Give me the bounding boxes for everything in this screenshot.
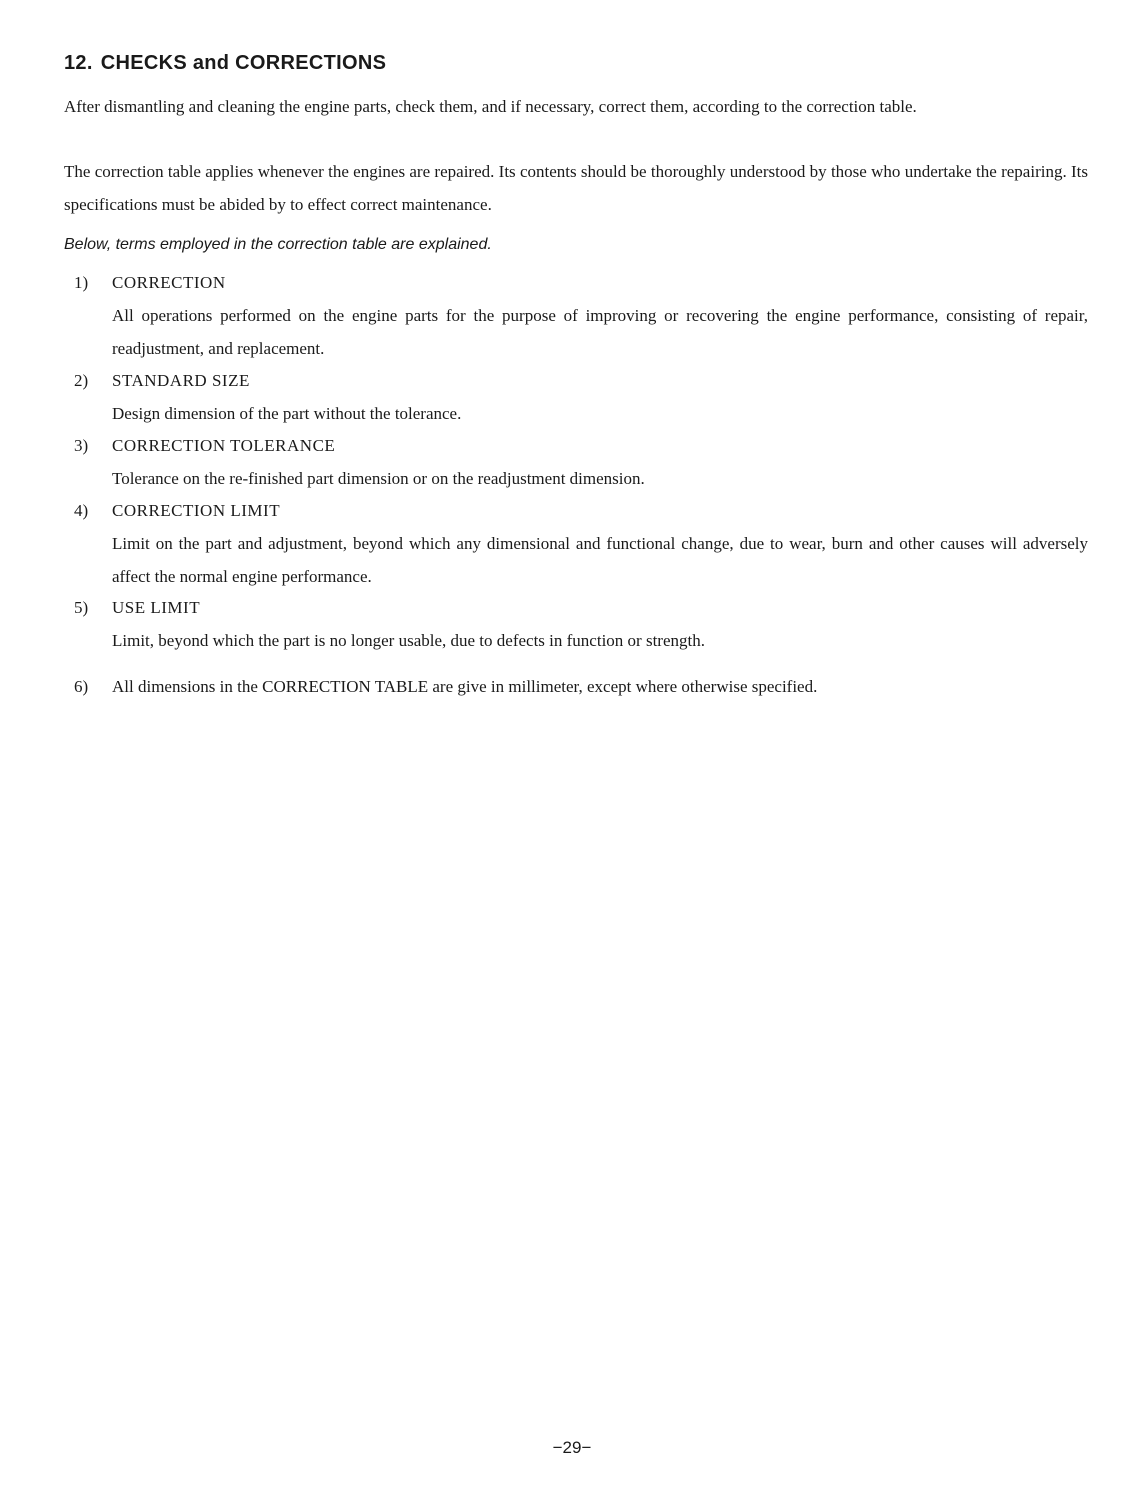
term-description: Design dimension of the part without the tolerance. — [112, 404, 462, 423]
term-description: Limit, beyond which the part is no longer usable, due to defects in function or strength. — [112, 631, 705, 650]
note-marker: 6) — [74, 677, 89, 696]
dimensions-note — [74, 670, 817, 703]
term-description: Tolerance on the re-finished part dimension or on the readjustment dimension. — [112, 469, 645, 488]
term-title: STANDARD SIZE — [112, 371, 250, 390]
terms-intro: Below, terms employed in the correction table are explained. — [64, 236, 492, 253]
term-marker: 5) — [74, 598, 89, 617]
term-marker: 1) — [74, 273, 89, 292]
section-heading — [64, 52, 386, 75]
intro-paragraph-2: The correction table applies whenever the engines are repaired. Its contents should be thoroughly understood by those who undertake the repairing. Its specifications must be abided by to effect correct maintenance. — [64, 162, 1088, 214]
term-marker: 3) — [74, 436, 89, 455]
section-title: CHECKS and CORRECTIONS — [100, 52, 387, 74]
term-title: CORRECTION — [112, 273, 226, 292]
term-title: CORRECTION TOLERANCE — [112, 436, 336, 455]
term-marker: 4) — [74, 501, 89, 520]
intro-paragraph-1: After dismantling and cleaning the engine parts, check them, and if necessary, correct them, according to the correction table. — [64, 97, 917, 116]
term-description: All operations performed on the engine parts for the purpose of improving or recovering the engine performance, consisting of repair, readjustment, and replacement. — [112, 306, 1088, 358]
term-marker: 2) — [74, 371, 89, 390]
page-number: −29− — [552, 1438, 592, 1457]
term-title: USE LIMIT — [112, 598, 201, 617]
term-title: CORRECTION LIMIT — [112, 501, 281, 520]
term-description: Limit on the part and adjustment, beyond which any dimensional and functional change, due to wear, burn and other causes will adversely affect the normal engine performance. — [112, 534, 1088, 586]
note-text: All dimensions in the CORRECTION TABLE are give in millimeter, except where otherwise specified. — [112, 677, 818, 696]
section-number: 12. — [64, 52, 93, 74]
